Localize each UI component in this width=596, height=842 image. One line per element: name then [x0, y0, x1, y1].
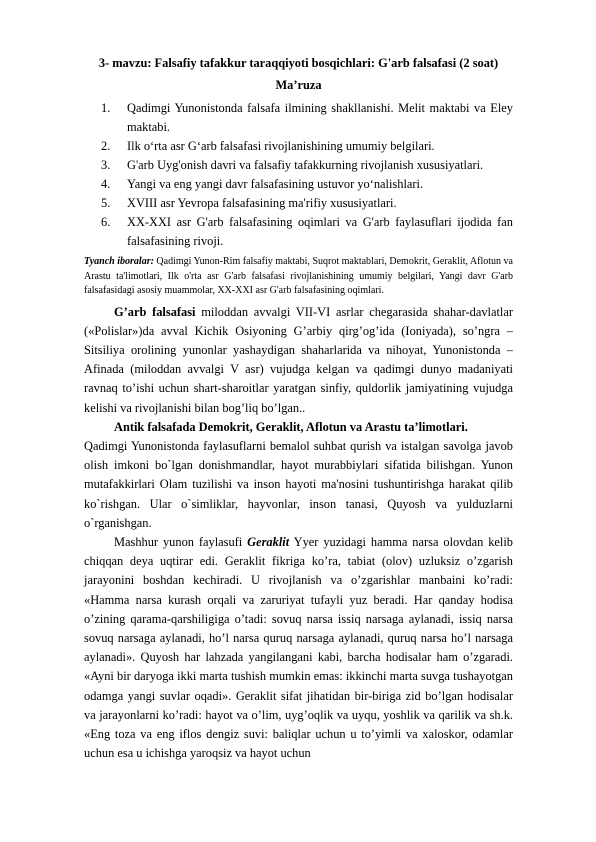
document-page: [84, 55, 513, 763]
keywords-text: Qadimgi Yunon-Rim falsafiy maktabi, Suqrot maktablari, Demokrit, Geraklit, Aflotun va Arastu ta'limotlari, Ilk o'rta asr G'arb falsafasi rivojlanishining umumiy belgilari, Yangi davr G'arb falsafasidagi asosiy muammolar, XX-XXI asr G'arb falsafasining oqimlari.: [84, 256, 513, 296]
page-subtitle: Ma’ruza: [275, 78, 322, 92]
philosopher-name: Geraklit: [247, 534, 290, 549]
list-number: 1.: [101, 101, 111, 115]
keywords-paragraph: [84, 255, 513, 299]
list-number: 4.: [101, 177, 111, 191]
list-number: 3.: [101, 158, 111, 172]
paragraph-text: Mashhur yunon faylasufi: [114, 534, 248, 549]
paragraph-lead-term: G’arb falsafasi: [114, 304, 196, 319]
paragraph-western-philosophy: [84, 303, 513, 418]
list-item: [84, 175, 513, 194]
list-item-text: XVIII asr Yevropa falsafasining ma'rifiy xususiyatlari.: [127, 196, 397, 210]
paragraph-greek-thinkers: Qadimgi Yunonistonda faylasuflarni bemalol suhbat qurish va istalgan savolga javob olish imkoni bo`lgan donishmandlar, hayot murabbiylari sifatida bilishgan. Yunon mutafakkirlari Olam tuzilishi va inson hayoti ma'nosini tushuntirishga harakat qilib ko`rishgan. Ular o`simliklar, hayvonlar, inson tanasi, Quyosh va yulduzlarni o`rganishgan.: [84, 438, 513, 530]
paragraph-heraclitus: [84, 533, 513, 763]
list-item-text: Ilk o‘rta asr G‘arb falsafasi rivojlanishining umumiy belgilari.: [127, 139, 435, 153]
list-number: 5.: [101, 196, 111, 210]
list-number: 2.: [101, 139, 111, 153]
list-item-text: Qadimgi Yunonistonda falsafa ilmining shakllanishi. Melit maktabi va Eley maktabi.: [127, 101, 513, 134]
lecture-plan-list: [84, 99, 513, 251]
list-item: [84, 99, 513, 137]
list-item: [84, 213, 513, 251]
list-item-text: Yangi va eng yangi davr falsafasining ustuvor yo‘nalishlari.: [127, 177, 424, 191]
page-title: 3- mavzu: Falsafiy tafakkur taraqqiyoti bosqichlari: G'arb falsafasi (2 soat): [98, 56, 499, 70]
section-heading: Antik falsafada Demokrit, Geraklit, Aflotun va Arastu ta’limotlari.: [114, 419, 468, 434]
list-item: [84, 156, 513, 175]
paragraph-text: miloddan avvalgi VII-VI asrlar chegarasida shahar-davlatlar («Polislar»)da avval Kichik Osiyoning G’arbiy qirg’og’ida (Ioniyada), so’ngra – Sitsiliya orolining yunonlar yashaydigan shaharlarida va nihoyat, Yunonistonda – Afinada (miloddan avvalgi V asr) vujudga kelgan va qadimgi dunyo madaniyati ravnaq to’ishi uchun shart-sharoitlar yaratgan sinfiy, quldorlik jamiyatining vujudga kelishi va rivojlanishi bilan bog’liq bo’lgan..: [84, 304, 513, 415]
list-number: 6.: [101, 215, 111, 229]
list-item: [84, 194, 513, 213]
keywords-label: Tyanch iboralar:: [84, 256, 154, 267]
paragraph-text: Yyer yuzidagi hamma narsa olovdan kelib chiqqan deya uqtirar edi. Geraklit fikriga ko’ra, tabiat (olov) uzluksiz o’zgarish jarayonini boshdan kechiradi. U rivojlanish va o’zgarishlar manbaini ko’radi: «Hamma narsa kurash orqali va zaruriyat tufayli yuz beradi. Har qanday hodisa o’zining qarama-qarshiligiga o’tadi: sovuq narsa issiq narsaga aylanadi, issiq narsa sovuq narsaga aylanadi, ho’l narsa quruq narsaga aylanadi, quruq narsa ho’l narsaga aylanadi». Quyosh har lahzada yangilangani kabi, barcha hodisalar ham o’zgaradi. «Ayni bir daryoga ikki marta tushish mumkin emas: ikkinchi marta suvga tushayotgan odamga yangi suvlar oqadi». Geraklit sifat jihatidan bir-biriga zid bo’lgan hodisalar va jarayonlarni ko’radi: hayot va o’lim, uyg’oqlik va uyqu, yoshlik va qarilik va sh.k. «Eng toza va eng iflos dengiz suvi: baliqlar uchun u to’yimli va xaloskor, odamlar uchun esa u ichishga yaroqsiz va hayot uchun: [84, 534, 513, 761]
list-item-text: G'arb Uyg'onish davri va falsafiy tafakkurning rivojlanish xususiyatlari.: [127, 158, 484, 172]
list-item-text: XX-XXI asr G'arb falsafasining oqimlari va G'arb faylasuflari ijodida fan falsafasining rivoji.: [127, 215, 513, 248]
list-item: [84, 137, 513, 156]
